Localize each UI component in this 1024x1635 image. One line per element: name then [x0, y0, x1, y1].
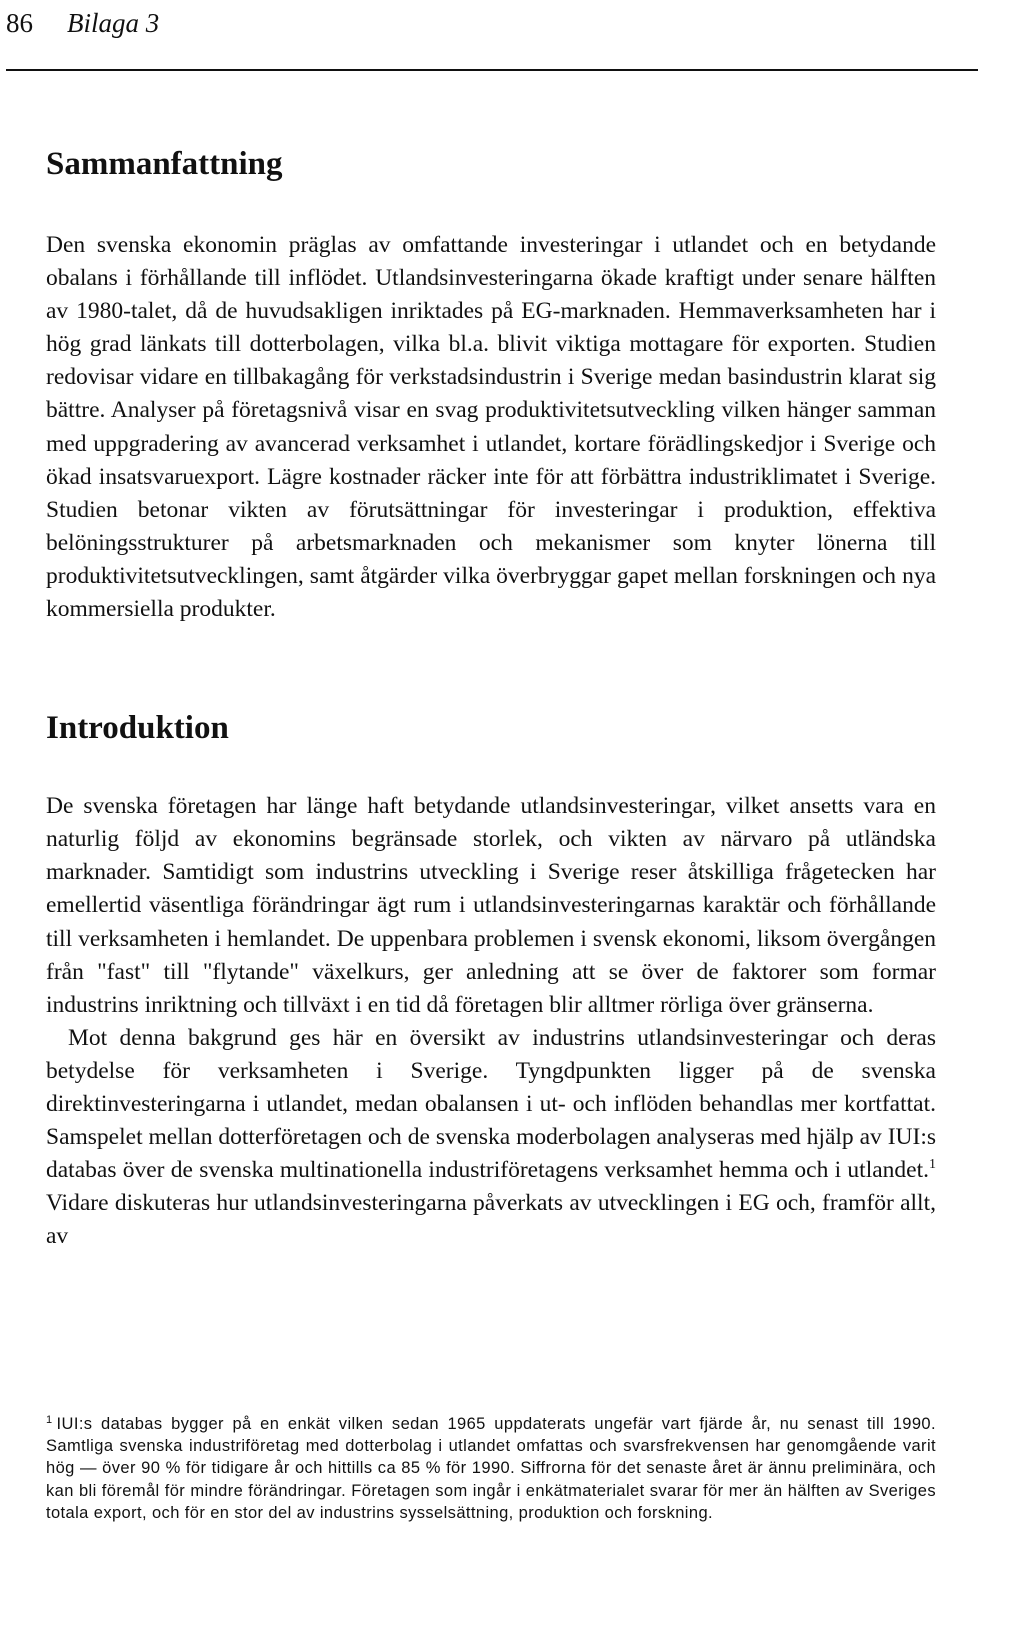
summary-heading: Sammanfattning: [46, 146, 283, 182]
introduction-paragraph-2-text: Mot denna bakgrund ges här en översikt av industrins utlandsinvesteringar och deras betydelse för verksamheten i Sverige. Tyngdpunkten ligger på de svenska direktinvesteringarna i utlandet, medan obalansen i ut- och inflöden behandlas mer kortfattat. Samspelet mellan dotterföretagen och de svenska moderbolagen analyseras med hjälp av IUI:s databas över de svenska multinationella industriföretagens verksamhet hemma och i utlandet.: [46, 1024, 936, 1184]
introduction-paragraph-2: [46, 1022, 936, 1254]
footnote: [46, 1413, 936, 1524]
main-content: [46, 142, 936, 1253]
summary-paragraph: Den svenska ekonomin präglas av omfattande investeringar i utlandet och en betydande obalans i förhållande till inflödet. Utlandsinvesteringarna ökade kraftigt under senare hälften av 1980-talet, då de huvudsakligen inriktades på EG-marknaden. Hemmaverksamheten har i hög grad länkats till dotterbolagen, vilka bl.a. blivit viktiga mottagare för exporten. Studien redovisar vidare en tillbakagång för verkstadsindustrin i Sverige medan basindustrin klarat sig bättre. Analyser på företagsnivå visar en svag produktivitetsutveckling vilken hänger samman med uppgradering av avancerad verksamhet i utlandet, kortare förädlingskedjor i Sverige och ökad insatsvaruexport. Lägre kostnader räcker inte för att förbättra industriklimatet i Sverige. Studien betonar vikten av förutsättningar för investeringar i produktion, effektiva belöningsstrukturer på arbetsmarknaden och mekanismer som knyter lönerna till produktivitetsutvecklingen, samt åtgärder vilka överbryggar gapet mellan forskningen och nya kommersiella produkter.: [46, 232, 936, 623]
footnote-text: IUI:s databas bygger på en enkät vilken sedan 1965 uppdaterats ungefär vart fjärde år, nu senast till 1990. Samtliga svenska industriföretag med dotterbolag i utlandet omfattas och svarsfrekvensen har genomgående varit hög — över 90 % för tidigare år och hittills ca 85 % för 1990. Siffrorna för det senaste året är ännu preliminära, och kan bli föremål för mindre förändringar. Företagen som ingår i enkätmaterialet svarar för mer än hälften av Sveriges totala export, och för en stor del av industrins sysselsättning, produktion och forskning.: [46, 1415, 936, 1522]
header-rule: [6, 69, 978, 71]
page-header: [6, 6, 159, 40]
footnotes: [46, 1413, 936, 1524]
introduction-heading: Introduktion: [46, 710, 229, 747]
footnote-mark: 1: [46, 1413, 53, 1426]
page-number: 86: [6, 8, 33, 38]
introduction-paragraph-1: De svenska företagen har länge haft betydande utlandsinvesteringar, vilket ansetts vara en naturlig följd av ekonomins begränsade storlek, och vikten av närvaro på utländska marknader. Samtidigt som industrins utveckling i Sverige reser åtskilliga frågetecken har emellertid väsentliga förändringar ägt rum i utlandsinvesteringarnas karaktär och förhållande till verksamheten i hemlandet. De uppenbara problemen i svensk ekonomi, liksom övergången från "fast" till "flytande" växelkurs, ger anledning att se över de faktorer som formar industrins inriktning och tillväxt i en tid då företagen blir alltmer rörliga över gränserna.: [46, 793, 936, 1018]
footnote-reference[interactable]: 1: [929, 1157, 936, 1173]
introduction-paragraph-2-continuation: Vidare diskuteras hur utlandsinvesteringarna påverkats av utvecklingen i EG och, framför allt, av: [46, 1190, 936, 1250]
running-title: Bilaga 3: [67, 8, 160, 38]
